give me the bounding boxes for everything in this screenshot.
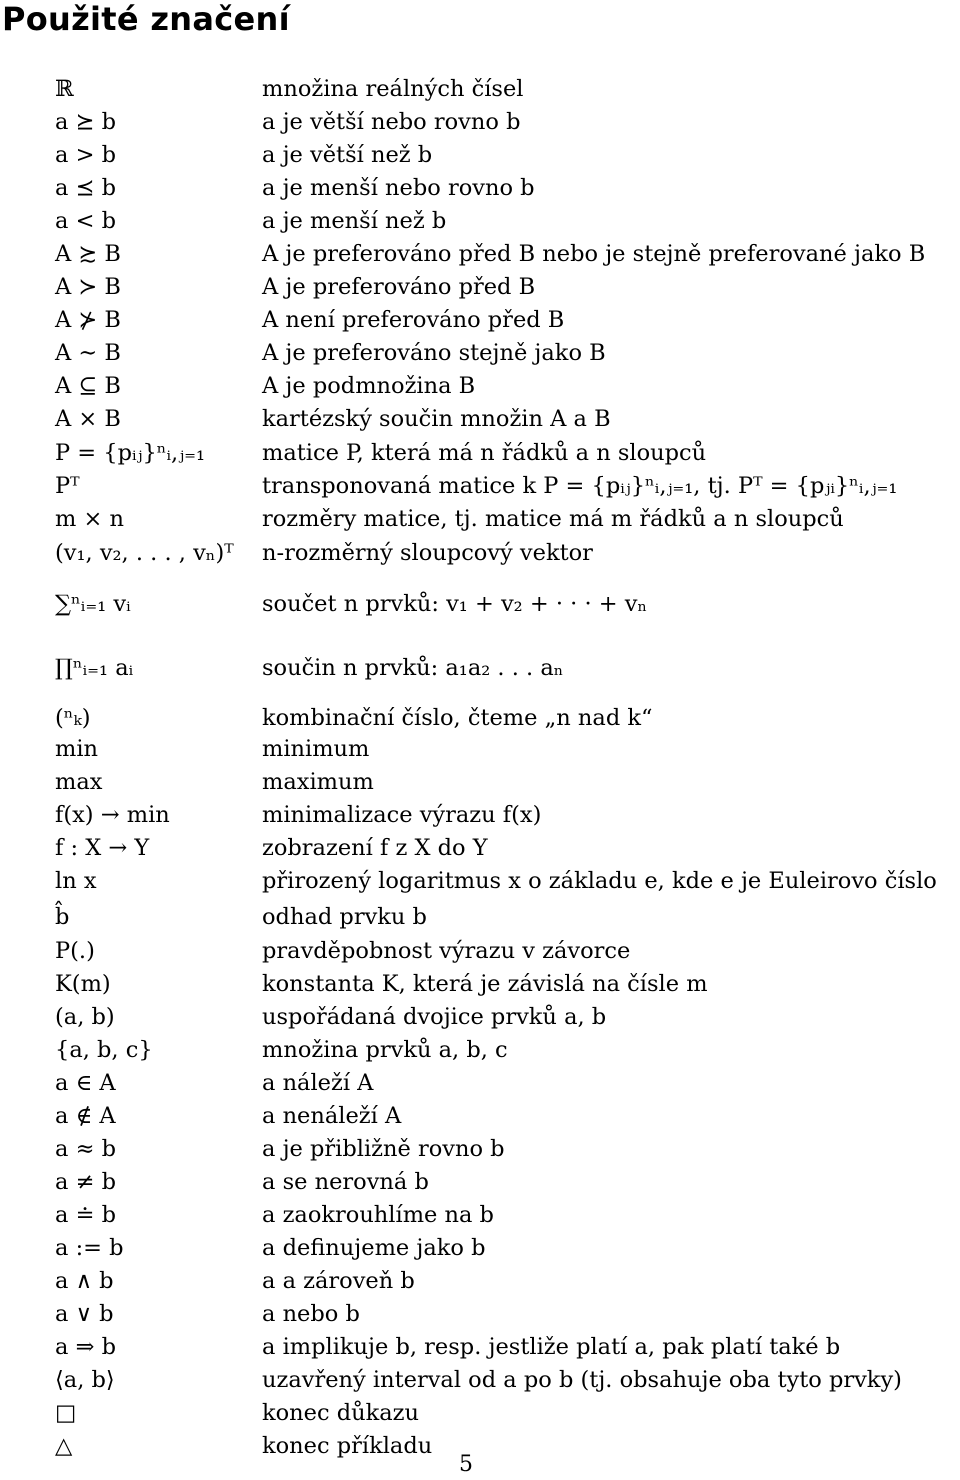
notation-description: a definujeme jako b: [262, 1235, 486, 1261]
notation-symbol: (ⁿₖ): [55, 705, 91, 731]
notation-symbol: a ≈ b: [55, 1136, 116, 1162]
notation-description: A je podmnožina B: [262, 373, 476, 399]
notation-symbol: {a, b, c}: [55, 1037, 153, 1063]
notation-symbol: (a, b): [55, 1004, 115, 1030]
notation-symbol: ln x: [55, 868, 97, 894]
notation-description: zobrazení f z X do Y: [262, 835, 488, 861]
notation-description: konec důkazu: [262, 1400, 420, 1426]
proof-end-square-icon: □: [55, 1400, 77, 1426]
page-number: 5: [459, 1452, 473, 1477]
notation-description: uspořádaná dvojice prvků a, b: [262, 1004, 607, 1030]
notation-symbol: f : X → Y: [55, 835, 150, 861]
notation-description: n-rozměrný sloupcový vektor: [262, 540, 593, 566]
notation-description: a je menší nebo rovno b: [262, 175, 535, 201]
notation-description: odhad prvku b: [262, 904, 427, 930]
notation-description: množina prvků a, b, c: [262, 1037, 508, 1063]
section-title: Použité značení: [2, 0, 290, 38]
notation-description: uzavřený interval od a po b (tj. obsahuje oba tyto prvky): [262, 1367, 902, 1393]
notation-description: minimum: [262, 736, 370, 762]
notation-description: transponovaná matice k P = {pᵢⱼ}ⁿᵢ,ⱼ₌₁, tj. Pᵀ = {pⱼᵢ}ⁿᵢ,ⱼ₌₁: [262, 473, 898, 499]
notation-description: A je preferováno před B nebo je stejně preferované jako B: [262, 241, 926, 267]
notation-description: kartézský součin množin A a B: [262, 406, 611, 432]
notation-description: matice P, která má n řádků a n sloupců: [262, 440, 707, 466]
notation-symbol: a ∨ b: [55, 1301, 114, 1327]
notation-description: konstanta K, která je závislá na čísle m: [262, 971, 708, 997]
notation-symbol: A ∼ B: [55, 340, 121, 366]
notation-symbol: A ⊆ B: [55, 373, 121, 399]
notation-description: a se nerovná b: [262, 1169, 429, 1195]
notation-description: konec příkladu: [262, 1433, 433, 1459]
example-end-triangle-icon: △: [55, 1433, 73, 1459]
notation-description: A je preferováno před B: [262, 274, 536, 300]
notation-description: minimalizace výrazu f(x): [262, 802, 542, 828]
notation-description: a je větší nebo rovno b: [262, 109, 521, 135]
notation-symbol: a ∧ b: [55, 1268, 114, 1294]
notation-description: přirozený logaritmus x o základu e, kde e je Euleirovo číslo: [262, 868, 937, 894]
notation-symbol: P(.): [55, 938, 95, 964]
notation-symbol: P = {pᵢⱼ}ⁿᵢ,ⱼ₌₁: [55, 440, 206, 466]
notation-description: součin n prvků: a₁a₂ . . . aₙ: [262, 655, 564, 681]
notation-symbol: A ⊁ B: [55, 307, 121, 333]
notation-symbol: a > b: [55, 142, 116, 168]
notation-symbol: a := b: [55, 1235, 124, 1261]
notation-description: součet n prvků: v₁ + v₂ + · · · + vₙ: [262, 591, 648, 617]
notation-symbol: A ≻ B: [55, 274, 121, 300]
notation-symbol: a ≐ b: [55, 1202, 116, 1228]
notation-symbol: Pᵀ: [55, 473, 80, 499]
notation-description: A není preferováno před B: [262, 307, 565, 333]
notation-symbol: ∏ⁿᵢ₌₁ aᵢ: [55, 655, 134, 681]
notation-description: A je preferováno stejně jako B: [262, 340, 606, 366]
notation-symbol: b̂: [55, 904, 70, 930]
notation-description: kombinační číslo, čteme „n nad k“: [262, 705, 653, 731]
notation-symbol: m × n: [55, 506, 124, 532]
notation-symbol: ∑ⁿᵢ₌₁ vᵢ: [55, 591, 131, 617]
notation-symbol: min: [55, 736, 99, 762]
notation-description: a nebo b: [262, 1301, 360, 1327]
notation-description: a zaokrouhlíme na b: [262, 1202, 494, 1228]
notation-symbol: f(x) → min: [55, 802, 170, 828]
notation-description: a náleží A: [262, 1070, 374, 1096]
notation-symbol: a ⇒ b: [55, 1334, 116, 1360]
notation-description: a implikuje b, resp. jestliže platí a, pak platí také b: [262, 1334, 841, 1360]
notation-description: rozměry matice, tj. matice má m řádků a n sloupců: [262, 506, 844, 532]
notation-symbol: a ≠ b: [55, 1169, 116, 1195]
notation-symbol: A ≿ B: [55, 241, 121, 267]
notation-symbol: max: [55, 769, 103, 795]
notation-description: a je větší než b: [262, 142, 433, 168]
notation-description: a nenáleží A: [262, 1103, 402, 1129]
notation-symbol: (v₁, v₂, . . . , vₙ)ᵀ: [55, 540, 234, 566]
notation-description: množina reálných čísel: [262, 76, 524, 102]
notation-description: a je přibližně rovno b: [262, 1136, 505, 1162]
notation-description: a a zároveň b: [262, 1268, 415, 1294]
notation-symbol: a ⪯ b: [55, 175, 116, 201]
notation-symbol: a ⪰ b: [55, 109, 116, 135]
notation-symbol: K(m): [55, 971, 111, 997]
notation-description: maximum: [262, 769, 374, 795]
notation-symbol: A × B: [55, 406, 121, 432]
notation-symbol: a ∈ A: [55, 1070, 116, 1096]
notation-description: pravděpobnost výrazu v závorce: [262, 938, 631, 964]
notation-symbol: a ∉ A: [55, 1103, 116, 1129]
notation-symbol: ℝ: [55, 76, 74, 102]
notation-symbol: ⟨a, b⟩: [55, 1367, 115, 1393]
notation-symbol: a < b: [55, 208, 116, 234]
notation-description: a je menší než b: [262, 208, 447, 234]
